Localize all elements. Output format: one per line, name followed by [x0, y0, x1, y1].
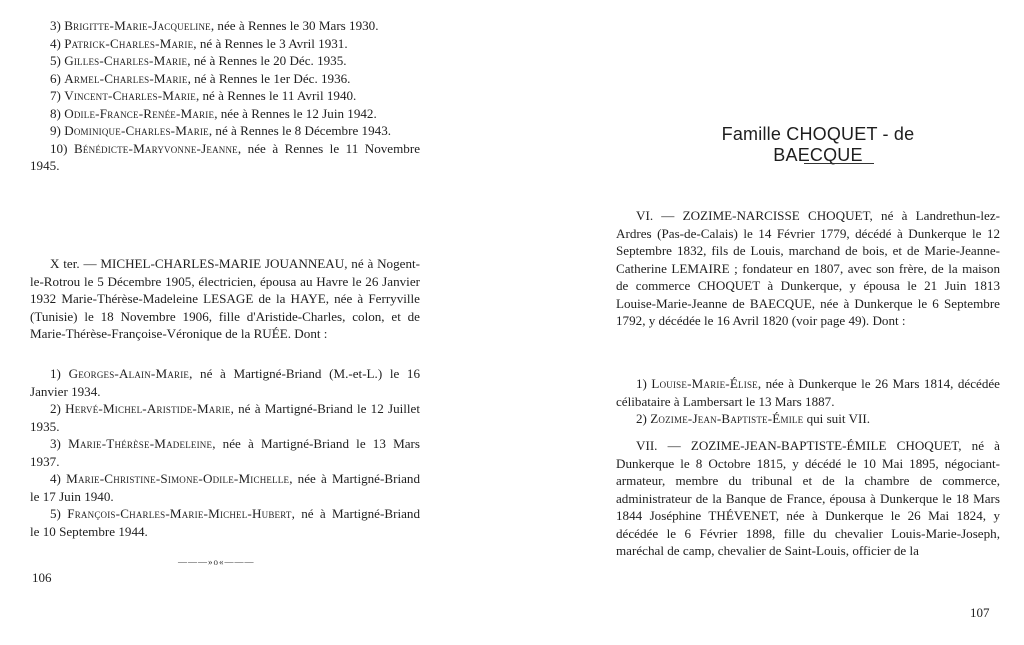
list-item: 1) Louise-Marie-Élise, née à Dunkerque le 26 Mars 1814, décédée célibataire à Lambersart le 13 Mars 1887. [616, 376, 1000, 409]
list-item: 3) Brigitte-Marie-Jacqueline, née à Rennes le 30 Mars 1930. [50, 18, 379, 33]
list-item: 4) Marie-Christine-Simone-Odile-Michelle, née à Martigné-Briand le 17 Juin 1940. [30, 471, 420, 504]
list-item: 3) Marie-Thérèse-Madeleine, née à Martigné-Briand le 13 Mars 1937. [30, 436, 420, 469]
end-ornament: ———»o«——— [178, 557, 255, 567]
page-number-left: 106 [32, 570, 52, 585]
page-title: Famille CHOQUET - de BAECQUE [721, 124, 915, 165]
list-item: 5) François-Charles-Marie-Michel-Hubert, né à Martigné-Briand le 10 Septembre 1944. [30, 506, 420, 539]
list-item: 1) Georges-Alain-Marie, né à Martigné-Briand (M.-et-L.) le 16 Janvier 1934. [30, 366, 420, 399]
list-item: 2) Hervé-Michel-Aristide-Marie, né à Martigné-Briand le 12 Juillet 1935. [30, 401, 420, 434]
list-item: 7) Vincent-Charles-Marie, né à Rennes le 11 Avril 1940. [50, 88, 357, 103]
page-number-right: 107 [970, 605, 990, 620]
list-item: 5) Gilles-Charles-Marie, né à Rennes le 20 Déc. 1935. [50, 53, 347, 68]
list-item: 8) Odile-France-Renée-Marie, née à Rennes le 12 Juin 1942. [50, 105, 377, 121]
list-item: 9) Dominique-Charles-Marie, né à Rennes le 8 Décembre 1943. [50, 123, 392, 138]
children-list-martigne [30, 365, 420, 540]
list-item: 4) Patrick-Charles-Marie, né à Rennes le 3 Avril 1931. [50, 35, 348, 51]
jouanneau-paragraph: X ter. — MICHEL-CHARLES-MARIE JOUANNEAU, né à Nogent-le-Rotrou le 5 Décembre 1905, électricien, épousa au Havre le 26 Janvier 1932 Marie-Thérèse-Madeleine LESAGE de la HAYE, née à Ferryville (Tunisie) le 18 Novembre 1906, fille d'Aristide-Charles, colon, et de Marie-Thérèse-Françoise-Véronique de la RUÉE. Dont : [30, 256, 420, 341]
generation-vii-paragraph: VII. — ZOZIME-JEAN-BAPTISTE-ÉMILE CHOQUET, né à Dunkerque le 8 Octobre 1815, y décédé le 10 Mai 1895, négociant-armateur, membre du tribunal et de la chambre de commerce, administrateur de la Banque de France, épousa à Dunkerque le 18 Mars 1844 Joséphine THÉVENET, née à Dunkerque le 26 Mai 1824, y décédée le 6 Février 1898, fille du chevalier Louis-Marie-Joseph, maréchal de camp, chevalier de Saint-Louis, officier de la [616, 438, 1000, 558]
children-list-choquet [616, 375, 1000, 428]
list-item: 6) Armel-Charles-Marie, né à Rennes le 1er Déc. 1936. [50, 70, 351, 86]
list-item: 10) Bénédicte-Maryvonne-Jeanne, née à Rennes le 11 Novembre 1945. [30, 140, 421, 173]
generation-vi-paragraph: VI. — ZOZIME-NARCISSE CHOQUET, né à Landrethun-lez-Ardres (Pas-de-Calais) le 14 Février 1779, décédé à Dunkerque le 12 Septembre 1832, fils de Louis, marchand de bois, et de Marie-Jeanne-Catherine LEMAIRE ; fondateur en 1807, avec son frère, de la maison de commerce CHOQUET à Dunkerque, y épousa le 21 Juin 1813 Louise-Marie-Jeanne de BAECQUE, née à Dunkerque le 6 Septembre 1792, y décédée le 16 Avril 1820 (voir page 49). Dont : [616, 208, 1000, 328]
children-list-rennes [30, 17, 420, 175]
list-item: 2) Zozime-Jean-Baptiste-Émile qui suit VII. [636, 411, 870, 426]
title-rule [804, 163, 874, 164]
